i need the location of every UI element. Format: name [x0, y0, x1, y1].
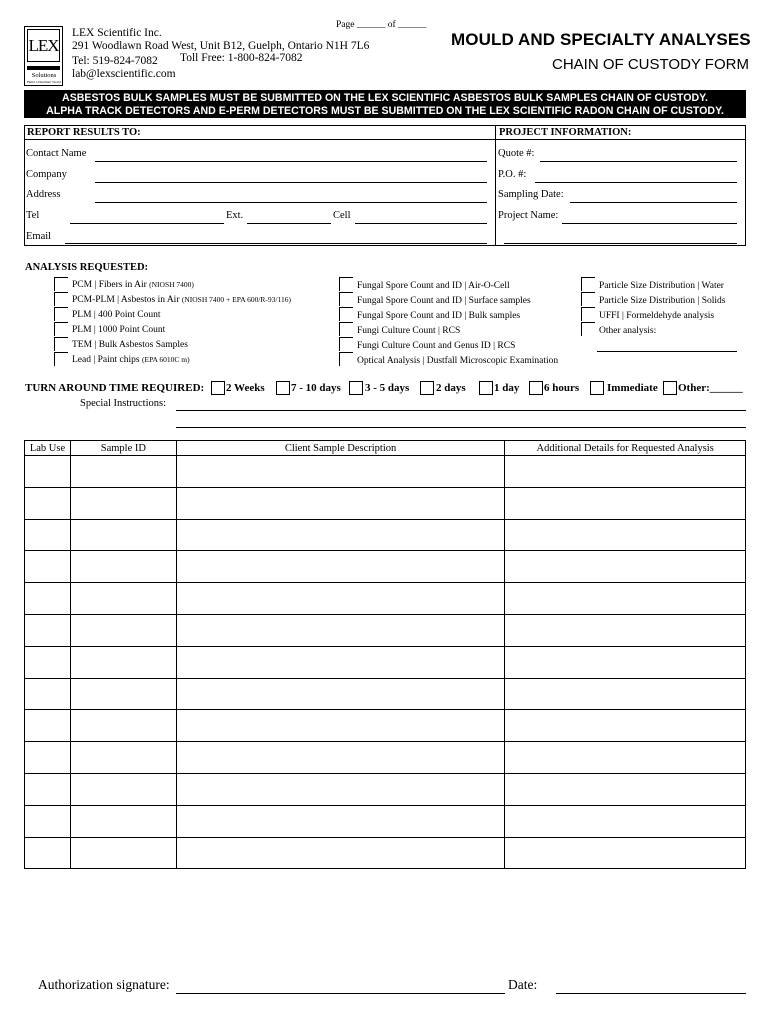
description-cell[interactable]: [176, 646, 505, 678]
sample-id-cell[interactable]: [70, 551, 176, 583]
analysis-option: PLM | 400 Point Count: [72, 310, 161, 320]
logo-solutions: Solutions: [31, 72, 57, 79]
lab-use-cell[interactable]: [25, 456, 71, 488]
authorization-signature-field[interactable]: [176, 993, 505, 994]
lab-use-cell[interactable]: [25, 487, 71, 519]
col-header-lab-use: Lab Use: [25, 441, 71, 456]
table-row: [25, 773, 746, 805]
ext-field[interactable]: [247, 223, 331, 224]
project-name-field-2[interactable]: [504, 243, 737, 244]
address-field[interactable]: [95, 202, 487, 203]
analysis-checkbox[interactable]: [54, 352, 68, 366]
sampling-date-label: Sampling Date:: [498, 189, 564, 200]
analysis-option: UFFI | Formeldehyde analysis: [599, 311, 715, 321]
details-cell[interactable]: [505, 614, 746, 646]
analysis-option: PCM-PLM | Asbestos in Air (NIOSH 7400 + EPA 600/R-93/116): [72, 295, 291, 305]
analysis-option: Other analysis:: [599, 326, 657, 336]
sample-id-cell[interactable]: [70, 646, 176, 678]
table-row: [25, 614, 746, 646]
details-cell[interactable]: [505, 678, 746, 710]
table-row: [25, 551, 746, 583]
report-project-box: [24, 125, 746, 246]
analysis-option: Fungal Spore Count and ID | Bulk samples: [357, 311, 521, 321]
analysis-checkbox[interactable]: [54, 277, 68, 291]
tel-field[interactable]: [70, 223, 224, 224]
address-label: Address: [26, 189, 61, 200]
turnaround-option: Immediate: [607, 382, 658, 394]
sample-id-cell[interactable]: [70, 519, 176, 551]
form-subtitle: CHAIN OF CUSTODY FORM: [552, 56, 749, 73]
description-cell[interactable]: [176, 456, 505, 488]
details-cell[interactable]: [505, 583, 746, 615]
lab-use-cell[interactable]: [25, 614, 71, 646]
turnaround-option: 2 Weeks: [226, 382, 265, 394]
sample-id-cell[interactable]: [70, 837, 176, 869]
analysis-checkbox[interactable]: [339, 322, 353, 336]
warning-banner: [24, 90, 746, 118]
sampling-date-field[interactable]: [570, 202, 737, 203]
company-label: Company: [26, 169, 67, 180]
project-name-label: Project Name:: [498, 210, 559, 221]
logo-bar: [27, 66, 60, 70]
description-cell[interactable]: [176, 742, 505, 774]
details-cell[interactable]: [505, 487, 746, 519]
description-cell[interactable]: [176, 678, 505, 710]
sample-id-cell[interactable]: [70, 678, 176, 710]
special-instructions-label: Special Instructions:: [80, 398, 167, 409]
table-row: [25, 583, 746, 615]
authorization-label: Authorization signature:: [38, 977, 170, 992]
lab-use-cell[interactable]: [25, 519, 71, 551]
samples-table: [24, 440, 746, 869]
lex-logo: [24, 26, 63, 86]
sample-id-cell[interactable]: [70, 583, 176, 615]
po-field[interactable]: [535, 182, 737, 183]
table-row: [25, 456, 746, 488]
details-cell[interactable]: [505, 773, 746, 805]
analysis-checkbox[interactable]: [54, 292, 68, 306]
table-row: [25, 678, 746, 710]
col-header-details: Additional Details for Requested Analysis: [505, 441, 746, 456]
cell-field[interactable]: [355, 223, 487, 224]
description-cell[interactable]: [176, 519, 505, 551]
analysis-checkbox[interactable]: [339, 352, 353, 366]
analysis-option: PLM | 1000 Point Count: [72, 325, 166, 335]
turnaround-option: 1 day: [494, 382, 520, 394]
banner-line-1: ASBESTOS BULK SAMPLES MUST BE SUBMITTED ON THE LEX SCIENTIFIC ASBESTOS BULK SAMPLES CHAIN OF CUSTODY.: [62, 92, 708, 104]
analysis-checkbox[interactable]: [339, 292, 353, 306]
form-title: MOULD AND SPECIALTY ANALYSES: [451, 30, 751, 49]
analysis-checkbox[interactable]: [581, 292, 595, 306]
details-cell[interactable]: [505, 456, 746, 488]
lab-use-cell[interactable]: [25, 646, 71, 678]
turnaround-option: 3 - 5 days: [365, 382, 410, 394]
description-cell[interactable]: [176, 773, 505, 805]
analysis-option: Particle Size Distribution | Water: [599, 281, 724, 291]
turnaround-checkbox[interactable]: [663, 381, 677, 395]
description-cell[interactable]: [176, 710, 505, 742]
analysis-option: Optical Analysis | Dustfall Microscopic Examination: [357, 356, 559, 366]
sample-id-cell[interactable]: [70, 710, 176, 742]
lab-use-cell[interactable]: [25, 710, 71, 742]
description-cell[interactable]: [176, 805, 505, 837]
analysis-checkbox[interactable]: [339, 277, 353, 291]
po-label: P.O. #:: [498, 169, 527, 180]
company-toll-free: Toll Free: 1-800-824-7082: [180, 52, 303, 64]
quote-field[interactable]: [540, 161, 737, 162]
analysis-checkbox[interactable]: [581, 307, 595, 321]
page-number-line: Page ______ of ______: [336, 20, 427, 30]
sample-id-cell[interactable]: [70, 805, 176, 837]
analysis-checkbox[interactable]: [54, 337, 68, 351]
turnaround-checkbox[interactable]: [420, 381, 434, 395]
analysis-checkbox[interactable]: [339, 307, 353, 321]
analysis-option: Particle Size Distribution | Solids: [599, 296, 726, 306]
description-cell[interactable]: [176, 551, 505, 583]
description-cell[interactable]: [176, 583, 505, 615]
table-row: [25, 646, 746, 678]
lab-use-cell[interactable]: [25, 678, 71, 710]
details-cell[interactable]: [505, 805, 746, 837]
tel-label: Tel: [26, 210, 40, 221]
special-instructions-field-2[interactable]: [176, 427, 746, 428]
analysis-option: Lead | Paint chips (EPA 6010C m): [72, 355, 190, 365]
sample-id-cell[interactable]: [70, 742, 176, 774]
table-row: [25, 487, 746, 519]
sample-id-cell[interactable]: [70, 487, 176, 519]
sample-id-cell[interactable]: [70, 456, 176, 488]
lab-use-cell[interactable]: [25, 551, 71, 583]
company-email[interactable]: lab@lexscientific.com: [72, 68, 176, 80]
analysis-option: Fungal Spore Count and ID | Air-O-Cell: [357, 281, 510, 291]
details-cell[interactable]: [505, 837, 746, 869]
project-info-header: PROJECT INFORMATION:: [499, 127, 632, 138]
table-header-row: [25, 441, 746, 456]
table-row: [25, 805, 746, 837]
analysis-option: Fungi Culture Count and Genus ID | RCS: [357, 341, 516, 351]
turnaround-checkbox[interactable]: [349, 381, 363, 395]
lab-use-cell[interactable]: [25, 773, 71, 805]
turnaround-checkbox[interactable]: [211, 381, 225, 395]
turnaround-option: 7 - 10 days: [291, 382, 341, 394]
company-tel: Tel: 519-824-7082: [72, 55, 158, 67]
analysis-checkbox[interactable]: [54, 307, 68, 321]
analysis-option: Fungal Spore Count and ID | Surface samples: [357, 296, 531, 306]
turnaround-option: 6 hours: [544, 382, 580, 394]
project-name-field[interactable]: [562, 223, 737, 224]
company-address: 291 Woodlawn Road West, Unit B12, Guelph, Ontario N1H 7L6: [72, 40, 370, 52]
date-field[interactable]: [556, 993, 746, 994]
description-cell[interactable]: [176, 614, 505, 646]
cell-label: Cell: [333, 210, 351, 221]
table-row: [25, 742, 746, 774]
lab-use-cell[interactable]: [25, 837, 71, 869]
date-label: Date:: [508, 977, 538, 992]
turnaround-option: Other:______: [678, 382, 743, 394]
turnaround-checkbox[interactable]: [479, 381, 493, 395]
details-cell[interactable]: [505, 710, 746, 742]
turnaround-checkbox[interactable]: [590, 381, 604, 395]
lab-use-cell[interactable]: [25, 805, 71, 837]
analysis-option: Fungi Culture Count | RCS: [357, 326, 461, 336]
col-header-sample-id: Sample ID: [70, 441, 176, 456]
email-label: Email: [26, 231, 52, 242]
description-cell[interactable]: [176, 837, 505, 869]
analysis-option: TEM | Bulk Asbestos Samples: [72, 340, 188, 350]
banner-line-2: ALPHA TRACK DETECTORS AND E-PERM DETECTORS MUST BE SUBMITTED ON THE LEX SCIENTIFIC RADON CHAIN OF CUSTODY.: [46, 104, 724, 117]
email-field[interactable]: [65, 243, 487, 244]
contact-name-label: Contact Name: [26, 148, 87, 159]
analysis-checkbox[interactable]: [581, 322, 595, 336]
other-analysis-field[interactable]: [597, 351, 737, 352]
turnaround-label: TURN AROUND TIME REQUIRED:: [25, 382, 205, 394]
details-cell[interactable]: [505, 646, 746, 678]
logo-tagline: Build a Healthier World: [27, 80, 61, 84]
box-divider: [495, 126, 496, 245]
special-instructions-field[interactable]: [176, 410, 746, 411]
turnaround-option: 2 days: [436, 382, 466, 394]
contact-name-field[interactable]: [95, 161, 487, 162]
col-header-description: Client Sample Description: [176, 441, 505, 456]
turnaround-checkbox[interactable]: [529, 381, 543, 395]
analysis-checkbox[interactable]: [581, 277, 595, 291]
details-cell[interactable]: [505, 742, 746, 774]
description-cell[interactable]: [176, 487, 505, 519]
quote-label: Quote #:: [498, 148, 535, 159]
details-cell[interactable]: [505, 551, 746, 583]
table-row: [25, 519, 746, 551]
table-row: [25, 710, 746, 742]
sample-id-cell[interactable]: [70, 773, 176, 805]
company-field[interactable]: [95, 182, 487, 183]
analysis-option: PCM | Fibers in Air (NIOSH 7400): [72, 280, 194, 290]
analysis-checkbox[interactable]: [339, 337, 353, 351]
report-results-header: REPORT RESULTS TO:: [27, 127, 141, 138]
company-name: LEX Scientific Inc.: [72, 27, 162, 39]
ext-label: Ext.: [226, 210, 244, 221]
table-row: [25, 837, 746, 869]
logo-mark: LEX: [27, 29, 60, 62]
analysis-checkbox[interactable]: [54, 322, 68, 336]
sample-id-cell[interactable]: [70, 614, 176, 646]
lab-use-cell[interactable]: [25, 742, 71, 774]
turnaround-checkbox[interactable]: [276, 381, 290, 395]
details-cell[interactable]: [505, 519, 746, 551]
lab-use-cell[interactable]: [25, 583, 71, 615]
analysis-title: ANALYSIS REQUESTED:: [25, 262, 149, 273]
